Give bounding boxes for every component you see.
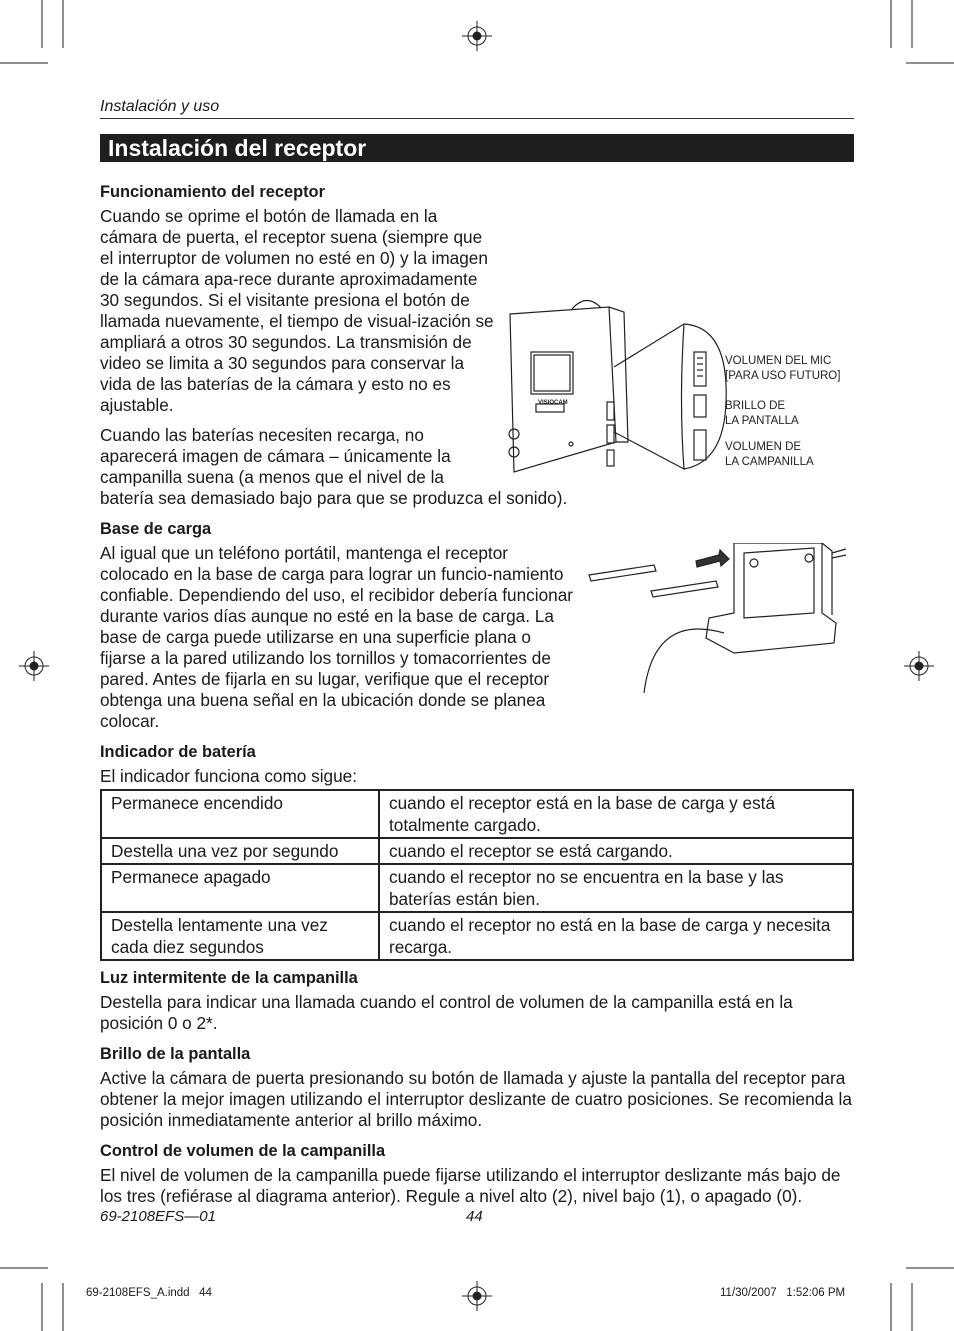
registration-mark-top <box>462 21 492 51</box>
receiver-diagram <box>504 292 854 482</box>
table-cell-state: Permanece encendido <box>101 790 379 838</box>
page-title: Instalación del receptor <box>100 134 854 162</box>
paragraph-luz-1: Destella para indicar una llamada cuando el control de volumen de la campanilla está en la posición 0 o 2*. <box>100 992 793 1033</box>
table-row <box>101 864 853 912</box>
page-content <box>100 181 854 1216</box>
paragraph-volumen-1: El nivel de volumen de la campanilla puede fijarse utilizando el interruptor deslizante más bajo de los tres (refiérase al diagrama anterior). Regule a nivel alto (2), nivel bajo (1), o apagado (0). <box>100 1165 841 1206</box>
document-code: 69-2108EFS—01 <box>100 1208 216 1225</box>
paragraph-funcionamiento-2: Cuando las baterías necesiten recarga, no aparecerá imagen de cámara – únicamente la campanilla suena (a menos que el nivel de la batería sea demasiado bajo para que se produzca el sonido). <box>100 425 568 508</box>
battery-indicator-table <box>100 789 854 961</box>
table-cell-meaning: cuando el receptor está en la base de carga y está totalmente cargado. <box>379 790 853 838</box>
heading-brillo: Brillo de la pantalla <box>100 1045 251 1063</box>
mic-volume-label: VOLUMEN DEL MIC [PARA USO FUTURO] <box>725 355 841 382</box>
heading-funcionamiento: Funcionamiento del receptor <box>100 183 325 201</box>
page-number: 44 <box>466 1208 483 1225</box>
paragraph-brillo-1: Active la cámara de puerta presionando su botón de llamada y ajuste la pantalla del receptor para obtener la mejor imagen utilizando el interruptor deslizante de cuatro posiciones. Se recomienda la posición inmediatamente anterior al brillo máximo. <box>100 1068 852 1130</box>
paragraph-indicador-intro: El indicador funciona como sigue: <box>100 766 358 786</box>
table-row <box>101 790 853 838</box>
registration-mark-bottom <box>462 1281 492 1311</box>
table-cell-meaning: cuando el receptor se está cargando. <box>379 838 853 864</box>
brightness-label: BRILLO DE LA PANTALLA <box>725 400 799 427</box>
table-cell-meaning: cuando el receptor no se encuentra en la base y las baterías están bien. <box>379 864 853 912</box>
chime-volume-label: VOLUMEN DE LA CAMPANILLA <box>725 441 814 468</box>
slug-timestamp: 11/30/2007 1:52:06 PM <box>720 1287 846 1299</box>
registration-mark-left <box>19 651 49 681</box>
table-row <box>101 838 853 864</box>
receiver-brand-label: VISIOCAM <box>538 400 568 406</box>
heading-luz: Luz intermitente de la campanilla <box>100 969 358 987</box>
heading-volumen: Control de volumen de la campanilla <box>100 1142 386 1160</box>
paragraph-base-1: Al igual que un teléfono portátil, mantenga el receptor colocado en la base de carga para lograr un funcio-namiento confiable. Dependiendo del uso, el recibidor debería funcionar durante varios días aunque no esté en la base de carga. La base de carga puede utilizarse en una superficie plana o fijarse a la pared utilizando los tornillos y tomacorrientes de pared. Antes de fijarla en su lugar, verifique que el receptor obtenga una buena señal en la ubicación donde se planea colocar. <box>100 543 573 731</box>
charging-base-diagram <box>584 543 854 693</box>
heading-indicador: Indicador de batería <box>100 743 256 761</box>
table-row <box>101 912 853 960</box>
charging-base-illustration <box>584 543 854 693</box>
slug-filename: 69-2108EFS_A.indd 44 <box>86 1287 212 1299</box>
table-cell-state: Destella una vez por segundo <box>101 838 379 864</box>
table-cell-state: Permanece apagado <box>101 864 379 912</box>
heading-base: Base de carga <box>100 520 212 538</box>
section-header: Instalación y uso <box>100 97 854 119</box>
registration-mark-right <box>904 651 934 681</box>
table-cell-state: Destella lentamente una vez cada diez segundos <box>101 912 379 960</box>
table-cell-meaning: cuando el receptor no está en la base de carga y necesita recarga. <box>379 912 853 960</box>
paragraph-funcionamiento-1: Cuando se oprime el botón de llamada en la cámara de puerta, el receptor suena (siempre que el interruptor de volumen no esté en 0) y la imagen de la cámara apa-rece durante aproximadamente 30 segundos. Si el visitante presiona el botón de llamada nuevamente, el tiempo de visual-ización se ampliará a otros 30 segundos. La transmisión de video se limita a 30 segundos para conservar la vida de las baterías de la cámara y esto no es ajustable. <box>100 206 494 415</box>
